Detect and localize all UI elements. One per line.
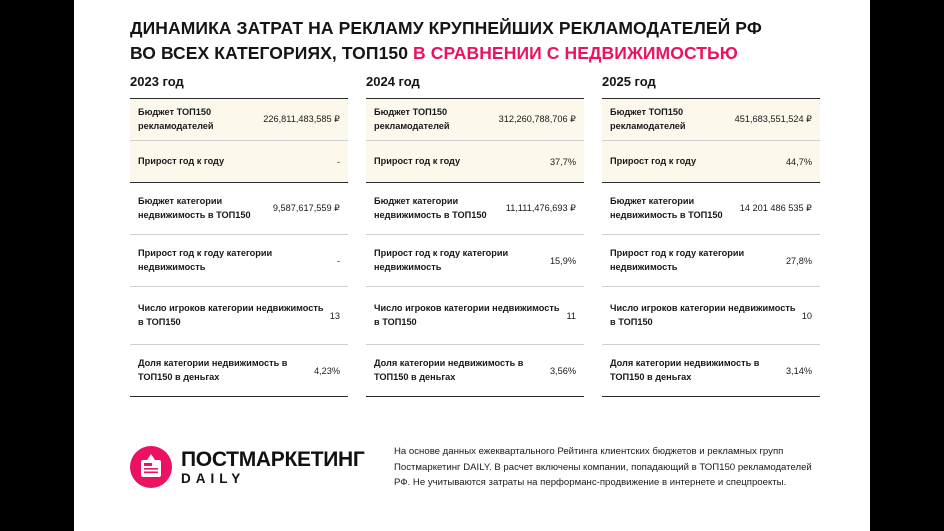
table-row (602, 235, 820, 287)
table-row (130, 287, 348, 345)
column-2024 (366, 74, 584, 397)
row-label: Доля категории недвижимость в ТОП150 в деньгах (138, 358, 288, 382)
row-value: - (336, 255, 340, 266)
table-row (366, 235, 584, 287)
table-row (130, 141, 348, 183)
row-value: 44,7% (785, 156, 812, 167)
row-value: 4,23% (313, 365, 340, 376)
row-value: 451,683,551,524 ₽ (734, 114, 812, 124)
table-row (366, 183, 584, 235)
page-title (130, 16, 830, 66)
row-value: 3,56% (549, 365, 576, 376)
row-label: Доля категории недвижимость в ТОП150 в деньгах (374, 358, 524, 382)
row-value: 11 (566, 310, 576, 321)
brand-name: ПОСТМАРКЕТИНГ (181, 447, 365, 471)
row-value: 9,587,617,559 ₽ (272, 203, 340, 213)
column-header: 2024 год (366, 74, 584, 99)
row-label: Бюджет категории недвижимость в ТОП150 (374, 196, 487, 220)
row-label: Бюджет ТОП150 рекламодателей (610, 107, 686, 131)
row-value: 11,111,476,693 ₽ (505, 203, 576, 213)
title-line-2-plain: ВО ВСЕХ КАТЕГОРИЯХ, ТОП150 (130, 42, 414, 63)
row-value: 10 (801, 310, 812, 321)
row-label: Прирост год к году категории недвижимость (610, 248, 745, 272)
table-row (602, 183, 820, 235)
row-value: 27,8% (785, 255, 812, 266)
footer (130, 440, 820, 491)
row-label: Прирост год к году категории недвижимость (374, 248, 509, 272)
title-line-2-accent: В СРАВНЕНИИ С НЕДВИЖИМОСТЬЮ (413, 42, 738, 63)
table-row (130, 345, 348, 397)
table-row (366, 345, 584, 397)
row-label: Бюджет ТОП150 рекламодателей (374, 107, 450, 131)
table-row (130, 183, 348, 235)
right-black-bar (870, 0, 944, 531)
row-value: 3,14% (785, 365, 812, 376)
year-columns (130, 74, 820, 397)
row-label: Прирост год к году (374, 155, 461, 166)
table-row (602, 141, 820, 183)
row-value: 37,7% (549, 156, 576, 167)
row-value: 15,9% (549, 255, 576, 266)
row-value: 14 201 486 535 ₽ (739, 203, 812, 213)
row-value: 312,260,788,706 ₽ (498, 114, 576, 124)
table-row (366, 287, 584, 345)
row-label: Число игроков категории недвижимость в ТОП150 (138, 303, 324, 327)
table-row (602, 99, 820, 141)
slide (74, 0, 870, 531)
row-label: Прирост год к году (610, 155, 697, 166)
title-line-1: ДИНАМИКА ЗАТРАТ НА РЕКЛАМУ КРУПНЕЙШИХ РЕКЛАМОДАТЕЛЕЙ РФ (130, 18, 762, 38)
column-2023 (130, 74, 348, 397)
table-row (602, 287, 820, 345)
table-row (366, 99, 584, 141)
column-header: 2023 год (130, 74, 348, 99)
table-row (130, 235, 348, 287)
table-row (130, 99, 348, 141)
row-label: Число игроков категории недвижимость в ТОП150 (610, 303, 796, 327)
row-label: Доля категории недвижимость в ТОП150 в деньгах (610, 358, 760, 382)
row-value: 13 (329, 310, 340, 321)
brand-logo (130, 440, 370, 488)
source-note: На основе данных ежеквартального Рейтинга клиентских бюджетов и рекламных групп Постмаркетинг DAILY. В расчет включены компании, попадающий в ТОП150 рекламодателей РФ. Не учитываются затраты на перформанс-продвижение в интернете и спецпроекты. (394, 446, 812, 489)
row-value: 226,811,483,585 ₽ (263, 114, 340, 124)
table-row (602, 345, 820, 397)
column-2025 (602, 74, 820, 397)
left-black-bar (0, 0, 74, 531)
column-header: 2025 год (602, 74, 820, 99)
table-row (366, 141, 584, 183)
row-label: Бюджет категории недвижимость в ТОП150 (138, 196, 251, 220)
row-label: Бюджет категории недвижимость в ТОП150 (610, 196, 723, 220)
row-value: - (336, 156, 340, 167)
row-label: Прирост год к году категории недвижимость (138, 248, 273, 272)
brand-subtitle: DAILY (181, 470, 246, 486)
row-label: Бюджет ТОП150 рекламодателей (138, 107, 214, 131)
postmarketing-logo-icon (130, 446, 172, 488)
logo-glyph-icon (139, 454, 163, 480)
row-label: Число игроков категории недвижимость в ТОП150 (374, 303, 560, 327)
row-label: Прирост год к году (138, 155, 225, 166)
brand-text (181, 449, 364, 486)
